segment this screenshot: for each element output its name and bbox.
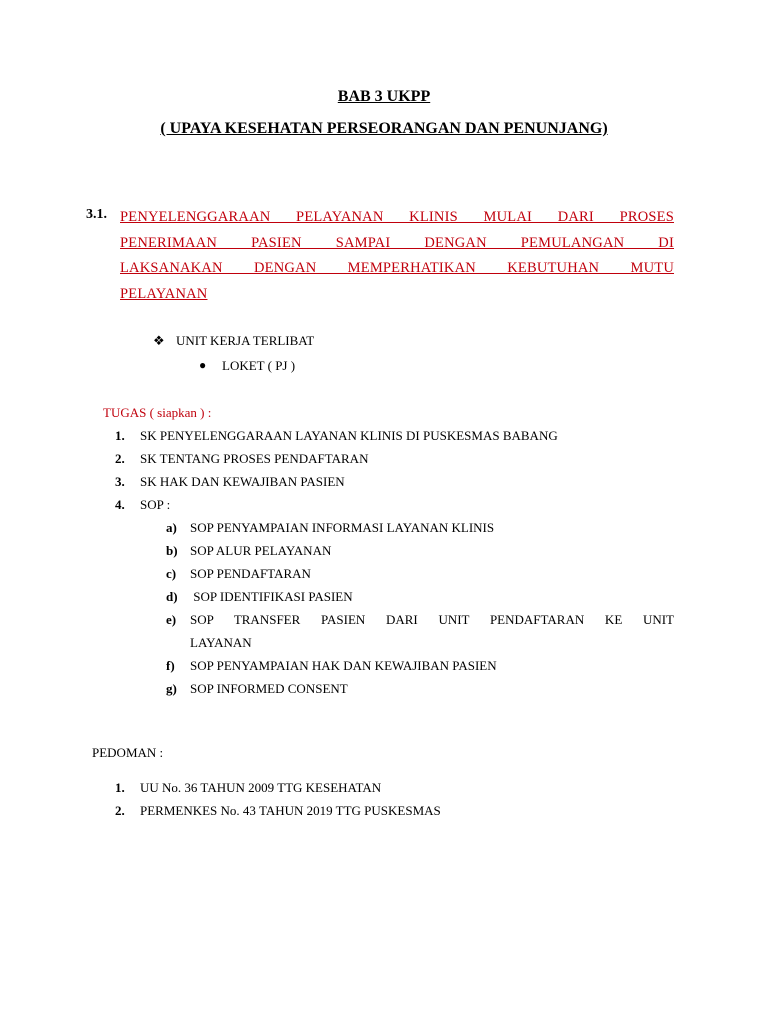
unit-kerja-label: UNIT KERJA TERLIBAT [176, 333, 315, 348]
list-item: UU No. 36 TAHUN 2009 TTG KESEHATAN [140, 780, 382, 795]
list-number: 1. [115, 780, 125, 795]
sop-item: SOP TRANSFER PASIEN DARI UNIT PENDAFTARAN KE UNIT [190, 612, 674, 627]
sop-item: SOP IDENTIFIKASI PASIEN [190, 589, 353, 604]
list-item: PERMENKES No. 43 TAHUN 2019 TTG PUSKESMAS [140, 803, 441, 818]
section-heading-line: PELAYANAN [120, 285, 208, 302]
sop-item: SOP PENYAMPAIAN INFORMASI LAYANAN KLINIS [190, 520, 495, 535]
sop-letter: b) [166, 543, 178, 558]
list-item: SK HAK DAN KEWAJIBAN PASIEN [140, 474, 345, 489]
list-number: 2. [115, 451, 125, 466]
sop-letter: d) [166, 589, 178, 604]
unit-kerja-item: LOKET ( PJ ) [222, 358, 296, 373]
sop-item-continuation: LAYANAN [190, 635, 252, 650]
section-heading-line: LAKSANAKAN DENGAN MEMPERHATIKAN KEBUTUHAN MUTU [120, 260, 674, 276]
section-heading-line: PENYELENGGARAAN PELAYANAN KLINIS MULAI DARI PROSES [120, 209, 674, 225]
list-number: 1. [115, 428, 125, 443]
list-number: 3. [115, 474, 125, 489]
list-item: SOP : [140, 497, 171, 512]
sop-item: SOP PENYAMPAIAN HAK DAN KEWAJIBAN PASIEN [190, 658, 497, 673]
pedoman-label: PEDOMAN : [92, 745, 164, 760]
page-subtitle: ( UPAYA KESEHATAN PERSEORANGAN DAN PENUNJANG) [160, 120, 608, 137]
diamond-bullet-icon: ❖ [153, 333, 165, 348]
sop-letter: c) [166, 566, 177, 581]
sop-letter: g) [166, 681, 177, 696]
section-number: 3.1. [86, 207, 107, 222]
section-heading-line: PENERIMAAN PASIEN SAMPAI DENGAN PEMULANGAN DI [120, 234, 674, 251]
sop-letter: f) [166, 658, 175, 673]
tugas-label: TUGAS ( siapkan ) : [103, 405, 212, 420]
sop-letter: a) [166, 520, 177, 535]
sop-item: SOP INFORMED CONSENT [190, 681, 348, 696]
bullet-icon: ● [199, 358, 207, 372]
list-number: 2. [115, 803, 125, 818]
sop-item: SOP ALUR PELAYANAN [190, 543, 332, 558]
sop-item: SOP PENDAFTARAN [190, 566, 311, 581]
list-item: SK PENYELENGGARAAN LAYANAN KLINIS DI PUSKESMAS BABANG [140, 428, 558, 443]
page-title: BAB 3 UKPP [337, 88, 431, 105]
sop-letter: e) [166, 612, 177, 627]
section-heading [120, 205, 674, 307]
list-number: 4. [115, 497, 125, 512]
list-item: SK TENTANG PROSES PENDAFTARAN [140, 451, 369, 466]
